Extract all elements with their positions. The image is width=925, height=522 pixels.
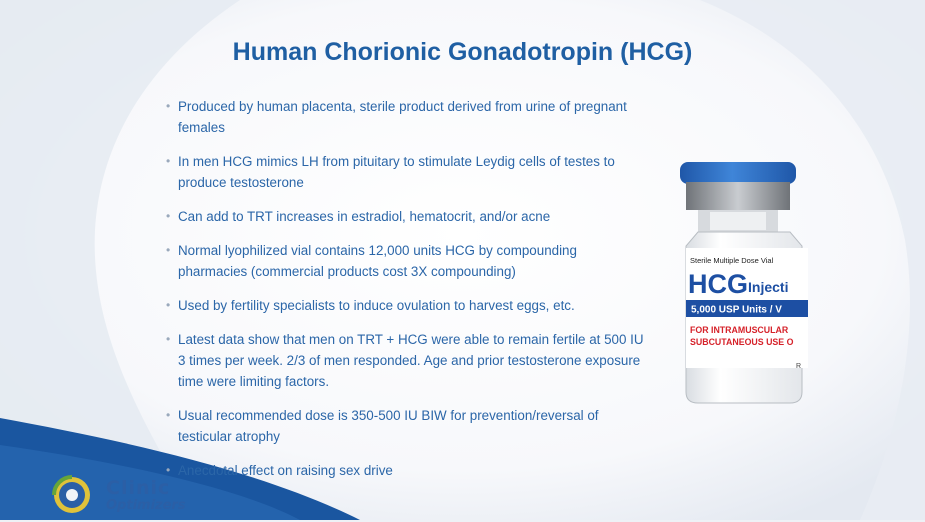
logo-word-clinic: Clinic [106, 477, 171, 499]
bullet-item: • Produced by human placenta, sterile product derived from urine of pregnant females [166, 96, 644, 138]
bullet-item: • In men HCG mimics LH from pituitary to stimulate Leydig cells of testes to produce testosterone [166, 151, 644, 193]
vial-brand: HCG [688, 269, 748, 299]
logo-emblem-icon [48, 473, 98, 517]
bullet-list [166, 96, 644, 494]
bullet-item: • Anecdotal effect on raising sex drive [166, 460, 644, 481]
bullet-item: • Usual recommended dose is 350-500 IU BIW for prevention/reversal of testicular atrophy [166, 405, 644, 447]
vial-route-line2: SUBCUTANEOUS USE O [690, 337, 794, 347]
vial-small-label: Sterile Multiple Dose Vial [690, 256, 774, 265]
vial-units-text: 5,000 USP Units / V [691, 304, 782, 316]
vial-corner-mark: R [796, 363, 802, 370]
hcg-vial-image [678, 160, 808, 405]
slide-title: Human Chorionic Gonadotropin (HCG) [232, 38, 693, 66]
bullet-item: • Normal lyophilized vial contains 12,000 units HCG by compounding pharmacies (commercial products cost 3X compounding) [166, 240, 644, 282]
logo-word-optimizers: Optimizers [106, 498, 186, 513]
clinic-optimizers-logo [48, 473, 228, 517]
vial-route-line1: FOR INTRAMUSCULAR [690, 325, 789, 335]
vial-brand-suffix: Injecti [748, 279, 789, 295]
bullet-item: • Latest data show that men on TRT + HCG were able to remain fertile at 500 IU 3 times per week. 2/3 of men responded. Age and prior testosterone exposure time were limiting factors. [166, 329, 644, 392]
bullet-item: • Can add to TRT increases in estradiol, hematocrit, and/or acne [166, 206, 644, 227]
bullet-item: • Used by fertility specialists to induce ovulation to harvest eggs, etc. [166, 295, 644, 316]
vial-cap [680, 162, 796, 184]
